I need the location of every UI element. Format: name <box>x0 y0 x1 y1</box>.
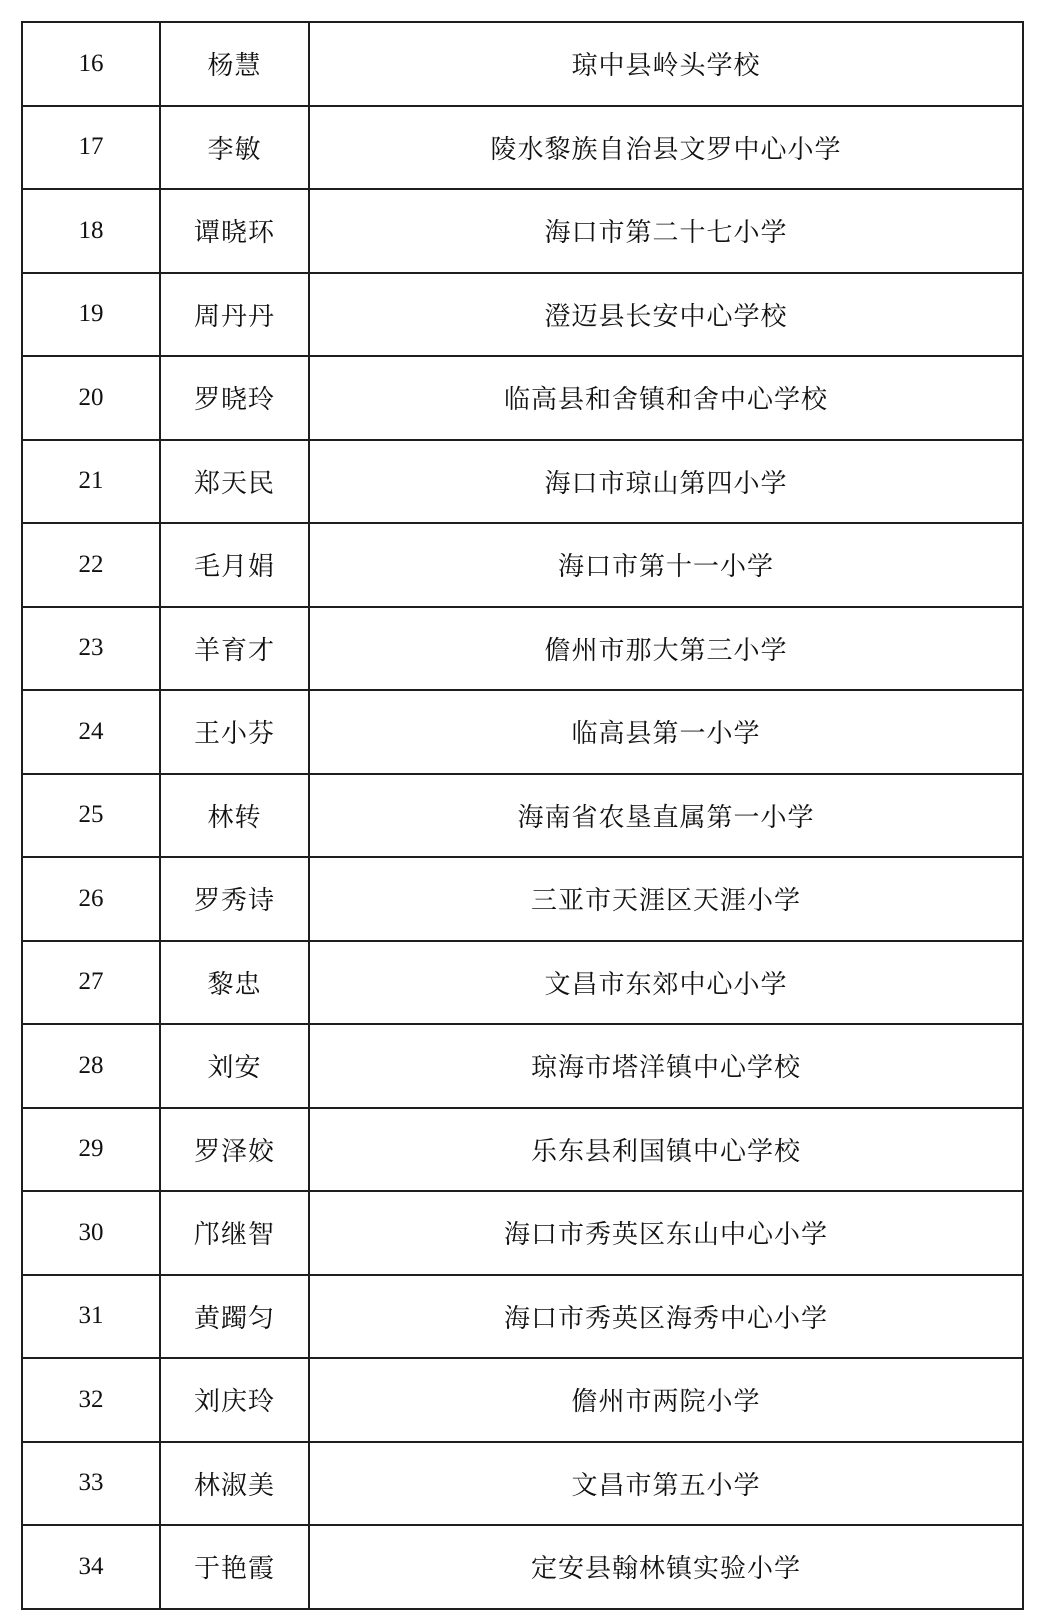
row-number: 31 <box>22 1275 160 1359</box>
table-row <box>22 857 1023 941</box>
school-name: 海口市琼山第四小学 <box>309 440 1023 524</box>
table-row <box>22 1442 1023 1526</box>
table-row <box>22 1108 1023 1192</box>
row-number: 24 <box>22 690 160 774</box>
row-number: 30 <box>22 1191 160 1275</box>
table-row <box>22 523 1023 607</box>
teacher-name: 谭晓环 <box>160 189 309 273</box>
table-row <box>22 1191 1023 1275</box>
teacher-name: 王小芬 <box>160 690 309 774</box>
school-name: 文昌市东郊中心小学 <box>309 941 1023 1025</box>
school-name: 临高县第一小学 <box>309 690 1023 774</box>
row-number: 28 <box>22 1024 160 1108</box>
teacher-name: 羊育才 <box>160 607 309 691</box>
row-number: 18 <box>22 189 160 273</box>
row-number: 32 <box>22 1358 160 1442</box>
school-name: 琼中县岭头学校 <box>309 22 1023 106</box>
row-number: 26 <box>22 857 160 941</box>
school-name: 陵水黎族自治县文罗中心小学 <box>309 106 1023 190</box>
table-row <box>22 607 1023 691</box>
teacher-name: 周丹丹 <box>160 273 309 357</box>
table-row <box>22 774 1023 858</box>
teacher-name: 毛月娟 <box>160 523 309 607</box>
table-row <box>22 273 1023 357</box>
row-number: 29 <box>22 1108 160 1192</box>
table-row <box>22 1275 1023 1359</box>
table-row <box>22 1358 1023 1442</box>
school-name: 文昌市第五小学 <box>309 1442 1023 1526</box>
table-row <box>22 440 1023 524</box>
table-row <box>22 1024 1023 1108</box>
roster-table <box>21 21 1024 1610</box>
table-row <box>22 356 1023 440</box>
table-row <box>22 22 1023 106</box>
school-name: 海南省农垦直属第一小学 <box>309 774 1023 858</box>
row-number: 19 <box>22 273 160 357</box>
teacher-name: 邝继智 <box>160 1191 309 1275</box>
row-number: 23 <box>22 607 160 691</box>
school-name: 儋州市那大第三小学 <box>309 607 1023 691</box>
row-number: 34 <box>22 1525 160 1609</box>
school-name: 乐东县利国镇中心学校 <box>309 1108 1023 1192</box>
teacher-name: 罗晓玲 <box>160 356 309 440</box>
teacher-name: 林淑美 <box>160 1442 309 1526</box>
school-name: 三亚市天涯区天涯小学 <box>309 857 1023 941</box>
school-name: 澄迈县长安中心学校 <box>309 273 1023 357</box>
row-number: 21 <box>22 440 160 524</box>
school-name: 定安县翰林镇实验小学 <box>309 1525 1023 1609</box>
table-row <box>22 941 1023 1025</box>
row-number: 25 <box>22 774 160 858</box>
row-number: 16 <box>22 22 160 106</box>
school-name: 海口市秀英区东山中心小学 <box>309 1191 1023 1275</box>
teacher-name: 黄躅匀 <box>160 1275 309 1359</box>
school-name: 海口市第二十七小学 <box>309 189 1023 273</box>
teacher-name: 刘安 <box>160 1024 309 1108</box>
teacher-name: 郑天民 <box>160 440 309 524</box>
teacher-name: 罗秀诗 <box>160 857 309 941</box>
teacher-name: 罗泽姣 <box>160 1108 309 1192</box>
school-name: 海口市第十一小学 <box>309 523 1023 607</box>
table-row <box>22 690 1023 774</box>
teacher-name: 于艳霞 <box>160 1525 309 1609</box>
school-name: 海口市秀英区海秀中心小学 <box>309 1275 1023 1359</box>
teacher-name: 黎忠 <box>160 941 309 1025</box>
school-name: 儋州市两院小学 <box>309 1358 1023 1442</box>
table-row <box>22 189 1023 273</box>
school-name: 临高县和舍镇和舍中心学校 <box>309 356 1023 440</box>
row-number: 27 <box>22 941 160 1025</box>
row-number: 17 <box>22 106 160 190</box>
row-number: 22 <box>22 523 160 607</box>
teacher-name: 刘庆玲 <box>160 1358 309 1442</box>
row-number: 33 <box>22 1442 160 1526</box>
teacher-name: 李敏 <box>160 106 309 190</box>
row-number: 20 <box>22 356 160 440</box>
teacher-name: 林转 <box>160 774 309 858</box>
table-row <box>22 106 1023 190</box>
table-row <box>22 1525 1023 1609</box>
school-name: 琼海市塔洋镇中心学校 <box>309 1024 1023 1108</box>
teacher-name: 杨慧 <box>160 22 309 106</box>
